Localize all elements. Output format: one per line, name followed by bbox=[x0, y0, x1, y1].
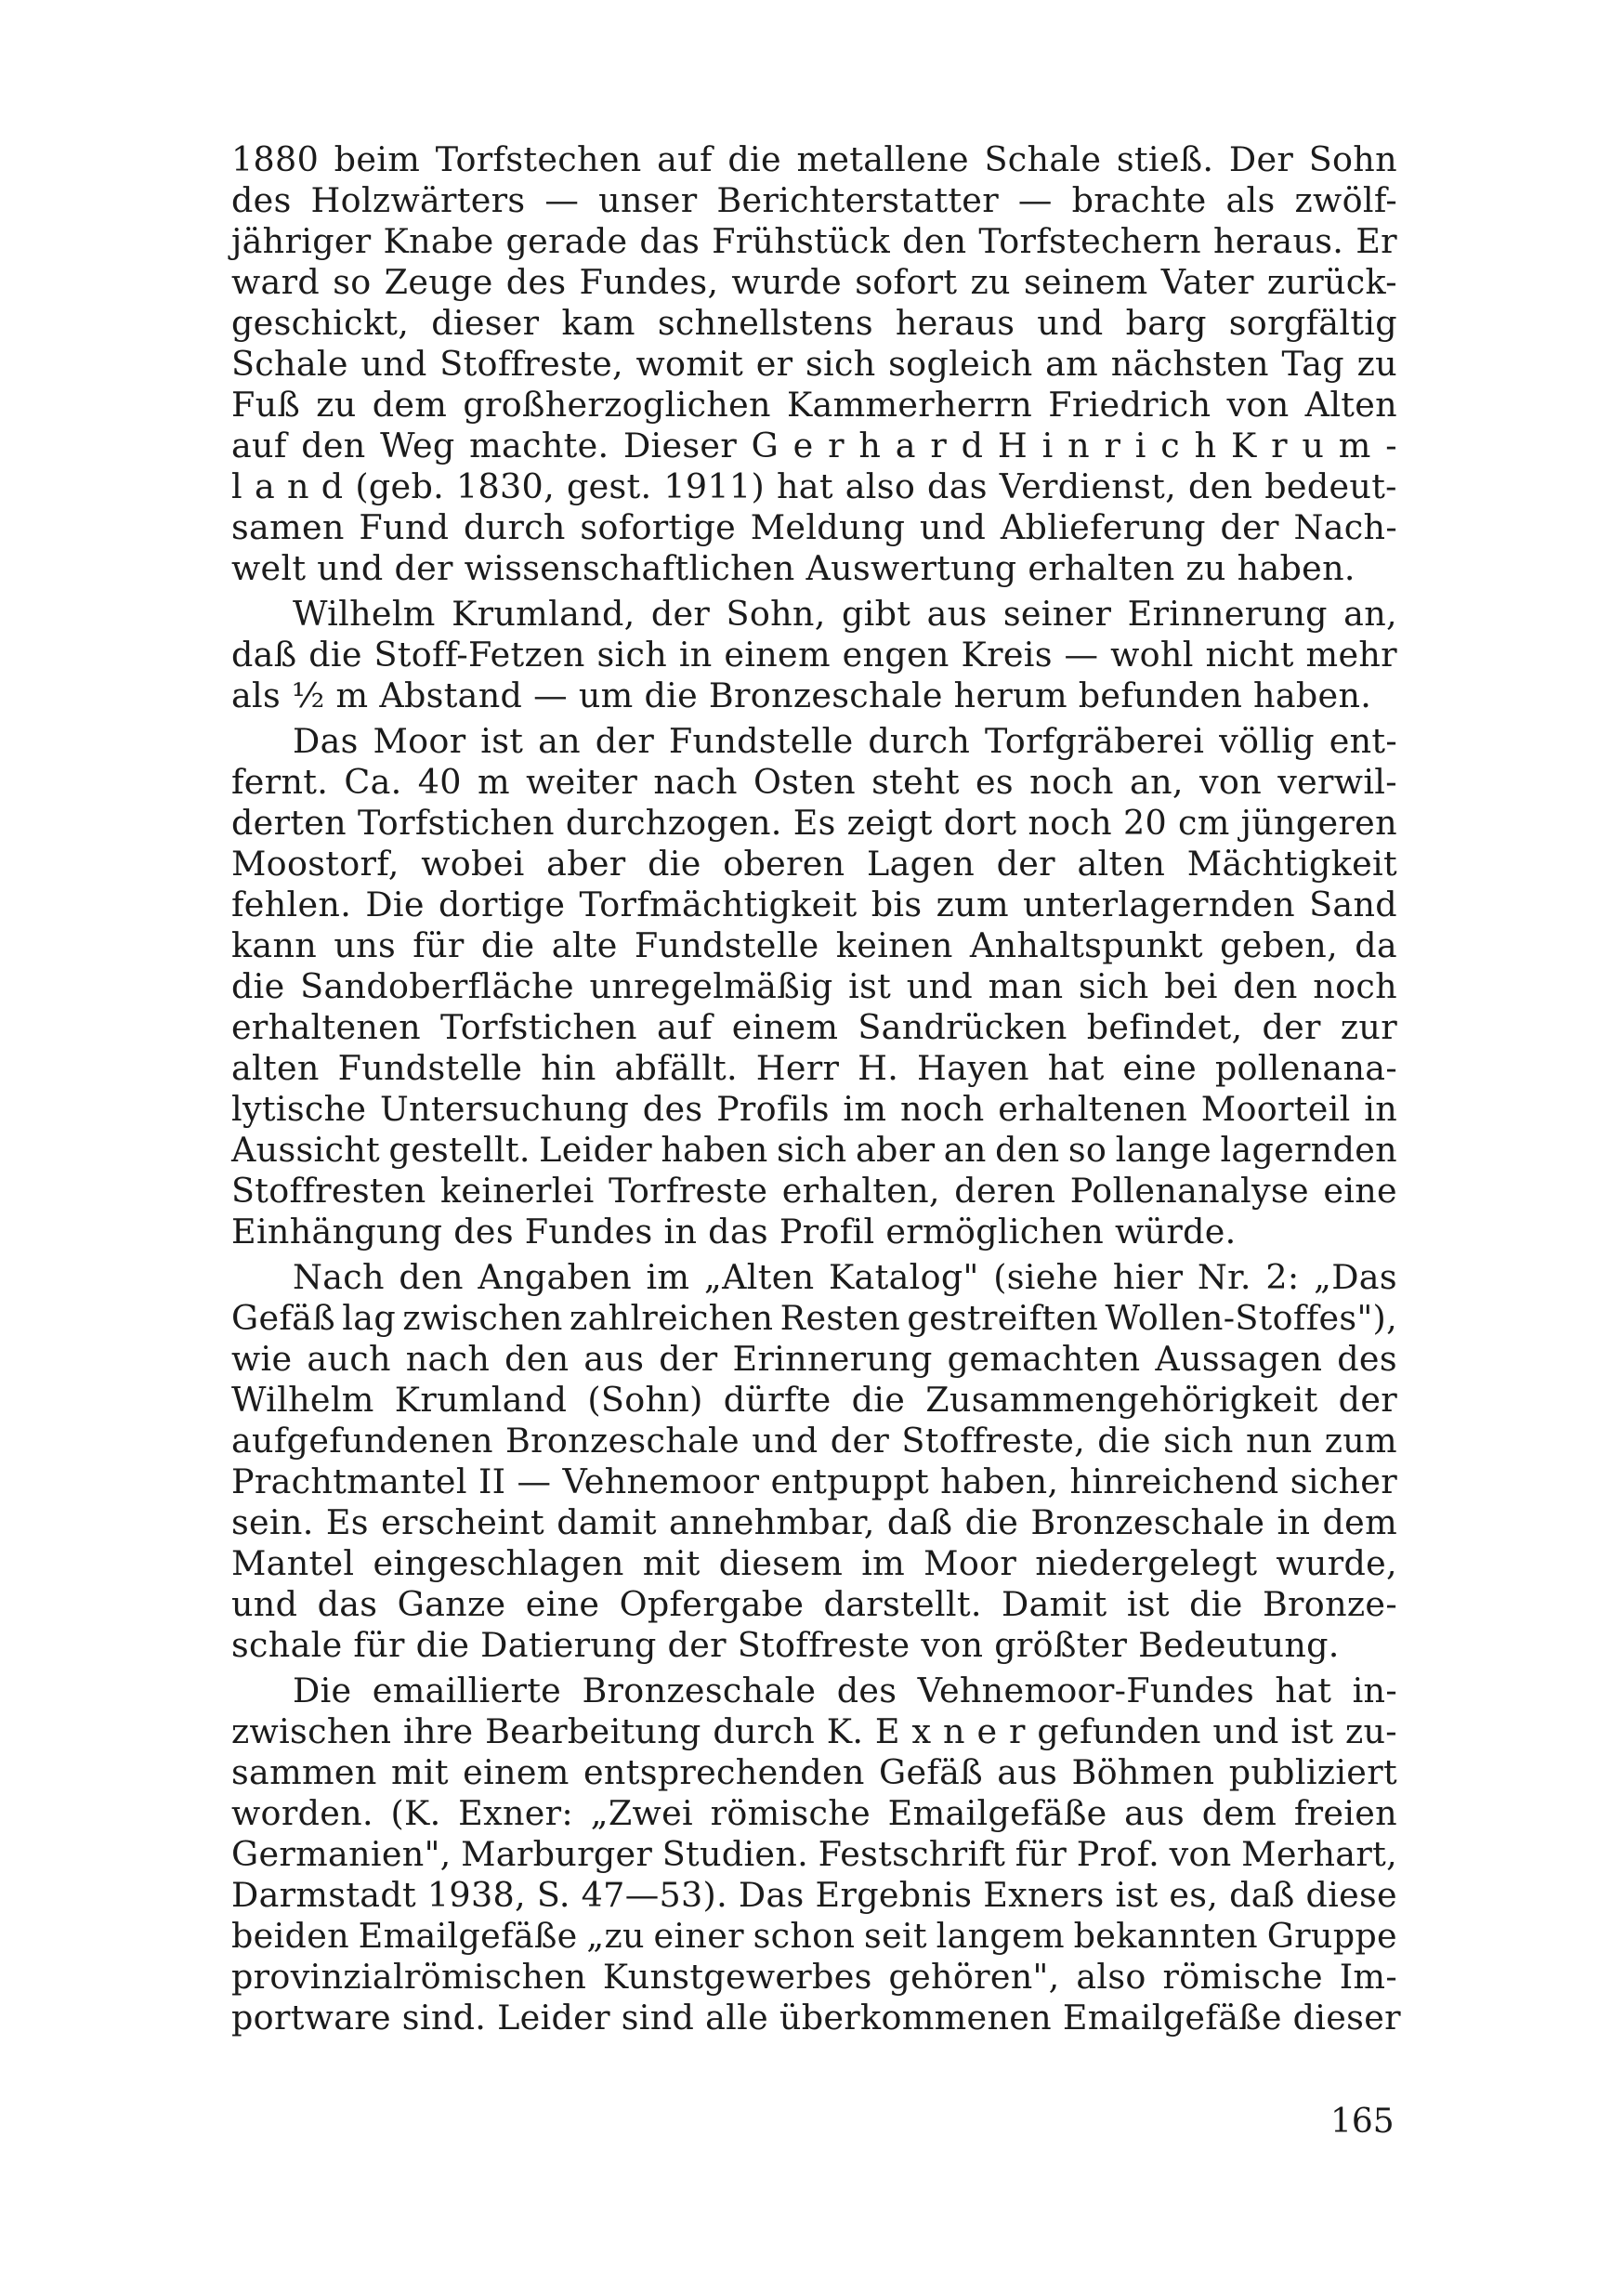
paragraph bbox=[231, 1671, 1401, 2038]
text-line: als ½ m Abstand — um die Bronzeschale herum befunden haben. bbox=[231, 675, 1372, 715]
text-line: und das Ganze eine Opfergabe darstellt. Damit ist die Bronze- bbox=[231, 1584, 1397, 1624]
text-line: zwischen ihre Bearbeitung durch K. E x n e r gefunden und ist zu- bbox=[231, 1711, 1397, 1751]
text-line: jähriger Knabe gerade das Frühstück den Torfstechern heraus. Er bbox=[231, 221, 1397, 261]
text-line: daß die Stoff-Fetzen sich in einem engen Kreis — wohl nicht mehr bbox=[231, 635, 1397, 675]
paragraph bbox=[231, 721, 1397, 1252]
page-number: 165 bbox=[1330, 2103, 1395, 2141]
text-line: Aussicht gestellt. Leider haben sich aber an den so lange lagernden bbox=[231, 1130, 1397, 1170]
text-line: die Sandoberfläche unregelmäßig ist und man sich bei den noch bbox=[231, 966, 1397, 1006]
text-line: auf den Weg machte. Dieser G e r h a r d H i n r i c h K r u m - bbox=[231, 426, 1397, 465]
text-line: sein. Es erscheint damit annehmbar, daß die Bronzeschale in dem bbox=[231, 1502, 1397, 1542]
text-line: welt und der wissenschaftlichen Auswertung erhalten zu haben. bbox=[231, 548, 1356, 588]
text-line: Prachtmantel II — Vehnemoor entpuppt haben, hinreichend sicher bbox=[231, 1461, 1397, 1501]
text-line: alten Fundstelle hin abfällt. Herr H. Hayen hat eine pollenana- bbox=[231, 1048, 1397, 1088]
text-line: Darmstadt 1938, S. 47—53). Das Ergebnis Exners ist es, daß diese bbox=[231, 1875, 1397, 1915]
text-line: Einhängung des Fundes in das Profil ermöglichen würde. bbox=[231, 1212, 1237, 1251]
paragraph bbox=[231, 594, 1397, 716]
text-line: Fuß zu dem großherzoglichen Kammerherrn Friedrich von Alten bbox=[231, 385, 1397, 425]
text-line: erhaltenen Torfstichen auf einem Sandrücken befindet, der zur bbox=[231, 1007, 1397, 1047]
text-line: provinzialrömischen Kunstgewerbes gehören", also römische Im- bbox=[231, 1957, 1397, 1997]
text-line: kann uns für die alte Fundstelle keinen Anhaltspunkt geben, da bbox=[231, 925, 1397, 965]
text-line: Gefäß lag zwischen zahlreichen Resten gestreiften Wollen-Stoffes"), bbox=[231, 1298, 1397, 1338]
text-line: lytische Untersuchung des Profils im noch erhaltenen Moorteil in bbox=[231, 1089, 1397, 1129]
text-line: 1880 beim Torfstechen auf die metallene Schale stieß. Der Sohn bbox=[231, 139, 1397, 179]
text-line: worden. (K. Exner: „Zwei römische Emailgefäße aus dem freien bbox=[231, 1793, 1397, 1833]
text-line: fehlen. Die dortige Torfmächtigkeit bis zum unterlagernden Sand bbox=[231, 884, 1397, 924]
text-line: samen Fund durch sofortige Meldung und Ablieferung der Nach- bbox=[231, 507, 1397, 547]
text-line: derten Torfstichen durchzogen. Es zeigt dort noch 20 cm jüngeren bbox=[231, 803, 1397, 843]
text-line: ward so Zeuge des Fundes, wurde sofort zu seinem Vater zurück- bbox=[231, 262, 1397, 302]
text-line: Wilhelm Krumland, der Sohn, gibt aus seiner Erinnerung an, bbox=[293, 594, 1397, 634]
text-line: fernt. Ca. 40 m weiter nach Osten steht es noch an, von verwil- bbox=[231, 762, 1397, 802]
text-line: l a n d (geb. 1830, gest. 1911) hat also das Verdienst, den bedeut- bbox=[231, 466, 1397, 506]
text-line: aufgefundenen Bronzeschale und der Stoffreste, die sich nun zum bbox=[231, 1421, 1397, 1461]
text-line: beiden Emailgefäße „zu einer schon seit langem bekannten Gruppe bbox=[231, 1916, 1397, 1956]
text-line: schale für die Datierung der Stoffreste von größter Bedeutung. bbox=[231, 1625, 1340, 1665]
text-line: Die emaillierte Bronzeschale des Vehnemoor-Fundes hat in- bbox=[293, 1671, 1397, 1710]
text-line: Wilhelm Krumland (Sohn) dürfte die Zusammengehörigkeit der bbox=[231, 1380, 1397, 1420]
text-line: Das Moor ist an der Fundstelle durch Torfgräberei völlig ent- bbox=[293, 721, 1397, 761]
text-line: Mantel eingeschlagen mit diesem im Moor niedergelegt wurde, bbox=[231, 1543, 1397, 1583]
text-line: sammen mit einem entsprechenden Gefäß aus Böhmen publiziert bbox=[231, 1752, 1397, 1792]
text-line: Nach den Angaben im „Alten Katalog" (siehe hier Nr. 2: „Das bbox=[293, 1257, 1397, 1297]
text-line: Stoffresten keinerlei Torfreste erhalten, deren Pollenanalyse eine bbox=[231, 1171, 1397, 1211]
text-line: des Holzwärters — unser Berichterstatter — brachte als zwölf- bbox=[231, 180, 1397, 220]
body-text bbox=[231, 139, 1401, 2038]
paragraph bbox=[231, 139, 1397, 589]
text-line: geschickt, dieser kam schnellstens heraus und barg sorgfältig bbox=[231, 303, 1397, 343]
paragraph bbox=[231, 1257, 1397, 1666]
text-line: wie auch nach den aus der Erinnerung gemachten Aussagen des bbox=[231, 1339, 1397, 1379]
text-line: Germanien", Marburger Studien. Festschrift für Prof. von Merhart, bbox=[231, 1834, 1397, 1874]
text-line: portware sind. Leider sind alle überkommenen Emailgefäße dieser bbox=[231, 1998, 1401, 2037]
text-line: Moostorf, wobei aber die oberen Lagen der alten Mächtigkeit bbox=[231, 844, 1397, 884]
text-line: Schale und Stoffreste, womit er sich sogleich am nächsten Tag zu bbox=[231, 344, 1397, 384]
